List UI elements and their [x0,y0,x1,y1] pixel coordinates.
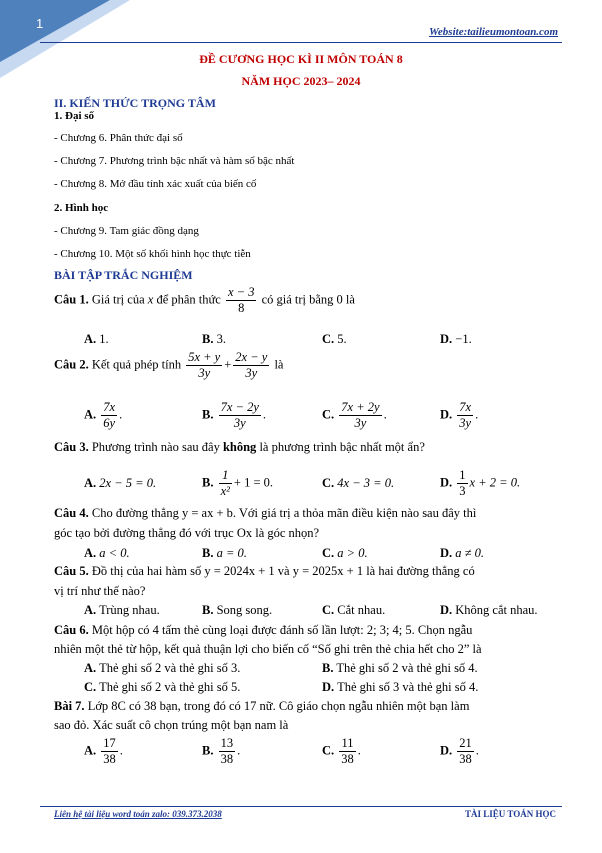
option-d: D. −1. [440,332,472,346]
option-b: B. Song song. [202,603,273,617]
option-c: C. Cắt nhau. [322,603,386,617]
question-7-cont: sao đỏ. Xác suất cô chọn trúng một bạn nam là [54,718,289,732]
website-link[interactable]: Website:tailieumontoan.com [428,26,558,38]
option-d: D. $\frac{7x}{3y}$ . [440,400,479,430]
exercise-heading: BÀI TẬP TRẮC NGHIỆM [54,268,193,282]
option-a: A. $\frac{17}{38}$ . [84,736,123,766]
section-heading-knowledge: II. KIẾN THỨC TRỌNG TÂM [54,96,216,110]
footer-rule [40,806,562,807]
question-7: Bài 7. Lớp 8C có 38 bạn, trong đó có 17 nữ. Cô giáo chọn ngẫu nhiên một bạn làm [54,699,470,713]
option-c: C. $\frac{7x + 2y}{3y}$ . [322,400,387,430]
option-d: D. a ≠ 0. [440,546,485,560]
option-d: D. $\frac{1}{3}$ x + 2 = 0. [440,468,521,498]
option-b: B. a = 0. [202,546,247,560]
option-a: A. 2x − 5 = 0. [84,476,157,490]
doc-title: ĐỀ CƯƠNG HỌC KÌ II MÔN TOÁN 8 [199,52,403,66]
option-b: B. $\frac{13}{38}$ . [202,736,241,766]
algebra-item: - Chương 7. Phương trình bậc nhất và hàm số bậc nhất [54,155,295,167]
option-d: D. Thẻ ghi số 3 và thẻ ghi số 4. [322,680,479,694]
option-b: B. 3. [202,332,226,346]
footer-brand: TÀI LIỆU TOÁN HỌC [465,809,556,819]
question-3: Câu 3. Phương trình nào sau đây không là phương trình bậc nhất một ẩn? [54,440,425,454]
algebra-item: - Chương 6. Phân thức đại số [54,132,183,144]
option-a: A. Trùng nhau. [84,603,160,617]
option-b: B. Thẻ ghi số 2 và thẻ ghi số 4. [322,661,478,675]
doc-year: NĂM HỌC 2023– 2024 [241,74,361,88]
option-b: B. $\frac{7x - 2y}{3y}$ . [202,400,266,430]
algebra-heading: 1. Đại số [54,110,95,122]
question-5: Câu 5. Đồ thị của hai hàm số y = 2024x + 1 và y = 2025x + 1 là hai đường thẳng có [54,564,475,578]
option-d: D. Không cắt nhau. [440,603,538,617]
geometry-item: - Chương 10. Một số khối hình học thực tiễn [54,248,251,260]
option-d: D. $\frac{21}{38}$ . [440,736,479,766]
option-c: C. 5. [322,332,347,346]
question-1: Câu 1. Giá trị của x để phân thức $\frac{x - 3}{8}$ có giá trị bằng 0 là [54,285,355,315]
option-a: A. Thẻ ghi số 2 và thẻ ghi số 3. [84,661,241,675]
footer-contact-link[interactable]: Liên hệ tài liệu word toán zalo: 039.373.2038 [54,809,222,819]
option-a: A. $\frac{7x}{6y}$ . [84,400,123,430]
option-c: C. $\frac{11}{38}$ . [322,736,361,766]
geometry-item: - Chương 9. Tam giác đồng dạng [54,225,199,237]
option-c: C. Thẻ ghi số 2 và thẻ ghi số 5. [84,680,241,694]
question-6-cont: nhiên một thẻ từ hộp, kết quả thuận lợi cho biến cố “Số ghi trên thẻ chia hết cho 2” là [54,642,482,656]
question-6: Câu 6. Một hộp có 4 tấm thẻ cùng loại được đánh số lần lượt: 2; 3; 4; 5. Chọn ngẫu [54,623,473,637]
geometry-heading: 2. Hình học [54,202,109,214]
fraction: $\frac{x - 3}{8}$ [227,285,255,315]
header-rule [40,42,562,43]
option-a: A. a < 0. [84,546,130,560]
question-5-cont: vị trí như thế nào? [54,584,146,598]
option-c: C. 4x − 3 = 0. [322,476,395,490]
option-a: A. 1. [84,332,109,346]
question-4: Câu 4. Cho đường thẳng y = ax + b. Với giá trị a thỏa mãn điều kiện nào sau đây thì [54,506,477,520]
page-number: 1 [36,16,44,31]
question-4-cont: góc tạo bởi đường thẳng đó với trục Ox là góc nhọn? [54,526,320,540]
option-c: C. a > 0. [322,546,368,560]
option-b: B. $\frac{1}{\text{x²}}$ + 1 = 0. [202,468,273,498]
algebra-item: - Chương 8. Mở đầu tính xác xuất của biến cố [54,178,257,190]
question-2: Câu 2. Kết quả phép tính $\frac{5x + y}{3y}$ + $\frac{2x - y}{3y}$ là [54,350,284,380]
